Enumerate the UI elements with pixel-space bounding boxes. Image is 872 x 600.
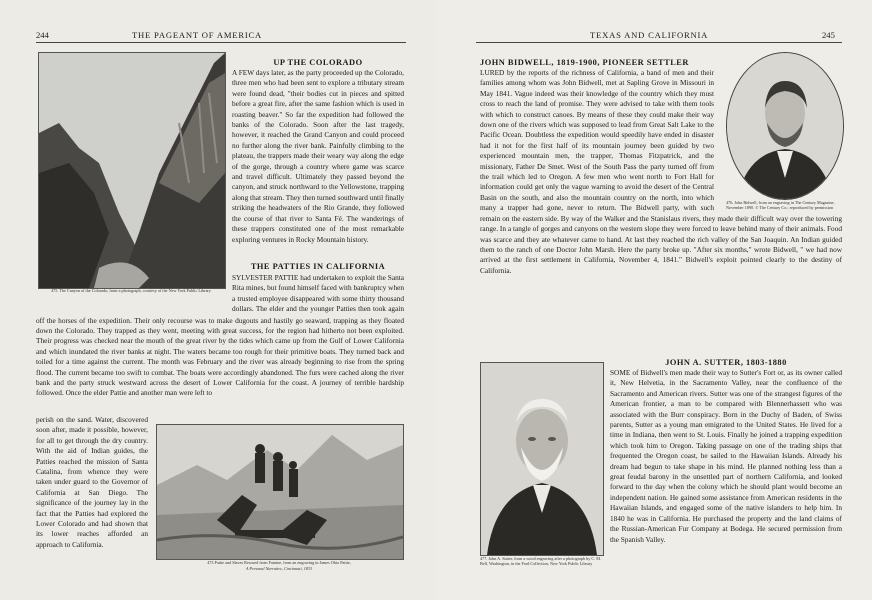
page-number: 245 — [822, 30, 835, 40]
bidwell-portrait — [726, 52, 844, 200]
section-heading: JOHN BIDWELL, 1819-1900, PIONEER SETTLER — [480, 58, 689, 67]
sutter-portrait — [480, 362, 604, 556]
page-number: 244 — [36, 30, 49, 40]
section-heading: JOHN A. SUTTER, 1803-1880 — [665, 358, 787, 367]
bidwell-text-wide: remain on the eastern side. By way of the Walker and the Stanislaus rivers, they made their difficult way over the towering range. In a tangle of gorges and canyons on the western slope they were forced to leave behind many of their animals. Food was scarce and they ate whatever came to hand. At last they reached the rich valley of the San Joaquin. An Indian guided them to the ranch of one Doctor John Marsh. Here the party broke up. "After six months," wrote Bidwell, " we had now arrived at the first settlement in California, November 4, 1841." Bidwell's exploit pointed clearly to the destiny of California. — [480, 214, 842, 275]
header-rule — [36, 42, 406, 43]
running-head: THE PAGEANT OF AMERICA — [132, 30, 263, 40]
bidwell-text-top: LURED by the reports of the richness of California, a band of men and their families among whom was John Bidwell, met at Sapling Grove in Missouri in May 1841. Vague indeed was their knowledge of the country which they must cross to reach the land of promise. They were advised to take with them tools with which to construct canoes. By means of these they could make their way down one of the rivers which was supposed to lead from Great Salt Lake to the Pacific Ocean. Doubtless the expedition would speedily have ended in disaster had it not for the first half of its mountain journey been guided by two experienced mountain men, the trapper, Thomas Fitzpatrick, and the missionary, Father De Smet. West of the South Pass the party turned off from the trail which led to Oregon. A few men who went north to Fort Hall for information could get only the vague warning to avoid the desert of the Central Basin on the south, and also the mountain country on the north, into which many a trapper had gone, never to return. The Bidwell party, with such — [480, 68, 714, 213]
right-page — [436, 0, 872, 600]
sutter-text: SOME of Bidwell's men made their way to Sutter's Fort or, as its owner called it, New Helvetia, in the Sacramento Valley, near the confluence of the Sacramento and American rivers. Sutter was one of the strangest figures of the American frontier, a man to be compared with Blennerhassett who was associated with the Burr conspiracy. Born in the Duchy of Baden, of Swiss parents, Sutter as a young man emigrated to the United States. He lived for a time in Indiana, then went to St. Louis. Finally he joined a trapping expedition which took him to Oregon. Taking passage on one of the trading ships that frequented the Oregon coast, he sailed to the Hawaiian Islands. Already his dream had begun to take shape in his mind. He planned nothing less than a great feudal barony in the unsettled part of northern California, and looked forward to the day when the colony which he should plant would become an independent nation. He gained some assistance from American residents in the Hawaiian Islands, and engaged some of the native islanders to help him. In 1840 he was in California. He purchased the property and the land claims of the Russian-American Fur Company at Bodega. He secured permission from the Spanish Valley. — [610, 368, 842, 544]
running-head: TEXAS AND CALIFORNIA — [590, 30, 709, 40]
patties-engraving — [156, 424, 404, 560]
patties-text-cont: perish on the sand. Water, discovered soon after, made it possible, however, for all to get through the dry country. With the aid of Indian guides, the Patties reached the mission of Santa Catalina, from whence they were taken under guard to the Governor of California at San Diego. The significance of the journey lay in the fact that the Patties had explored the Lower Colorado and had shown that its lower reaches afforded an approach to California. — [36, 415, 148, 549]
canyon-caption: 475. The Canyon of the Colorado, from a photograph, courtesy of the New York Public Library — [51, 288, 211, 293]
sutter-caption: 477. John A. Sutter, from a wood engraving after a photograph by C. M. Bell, Washington, in the Ford Collection, New York Public Library — [480, 556, 602, 566]
up-colorado-text: A FEW days later, as the party proceeded up the Colorado, three men who had been sent to explore a tributary stream were found dead, "their bodies cut in pieces and spitted before a great fire, after the same fashion which is used in roasting beaver." So far the expedition had followed the banks of the Colorado. Soon after the last tragedy, however, it reached the Grand Canyon and could proceed no further along the river bank. Painfully climbing to the plateau, the trappers made their weary way along the edge of the gorge, through a country where game was scarce and travel difficult. Ultimately they passed beyond the canyon, and struck northward to the Yellowstone, trapping along that stream. They then turned southward until finally striking the headwaters of the Rio Grande, they followed the course of that river to Santa Fé. The wanderings of these trappers constituted one of the most remarkable exploring ventures in Rocky Mountain history. — [232, 68, 404, 244]
section-heading: UP THE COLORADO — [273, 58, 363, 67]
engraving-caption-line-1: 473 Pattie and Slaves Rescued from Famine, from an engraving in James Ohio Pattie, — [207, 560, 351, 565]
header-rule — [476, 42, 842, 43]
patties-text-wide: off the horses of the expedition. Their only recourse was to make dugouts and hastily go seaward, trapping as they floated down the Colorado. They trapped as they went, meeting with great success, for the region had hitherto not been exploited. Their progress was checked near the mouth of the great river by the tides which came up from the Gulf of Lower California and which inundated the river banks at night. The waters became too rough for their primitive boats. They turned back and toiled for a time against the current. The month was February and the river was already beginning to rise from the spring flood. The current became too swift to combat. The boats were accordingly abandoned. The furs were cached along the river bank and the party struck westward across the desert of Lower California for the coast. A journey of terrible hardship followed. Once the elder Pattie and another man were left to — [36, 316, 404, 398]
section-heading: THE PATTIES IN CALIFORNIA — [250, 262, 386, 271]
engraving-caption-line-2: A Personal Narrative, Cincinnati, 1833 — [245, 566, 313, 571]
patties-text-top: SYLVESTER PATTIE had undertaken to exploit the Santa Rita mines, but found himself faced with bankruptcy when a trusted employee disappeared with some thirty thousand dollars. The elder and the younger Patties then took again — [232, 273, 404, 314]
bidwell-caption: 476. John Bidwell, from an engraving in The Century Magazine, November 1890. © The Century Co.; reproduced by permission — [726, 200, 835, 210]
canyon-photo — [38, 52, 226, 289]
